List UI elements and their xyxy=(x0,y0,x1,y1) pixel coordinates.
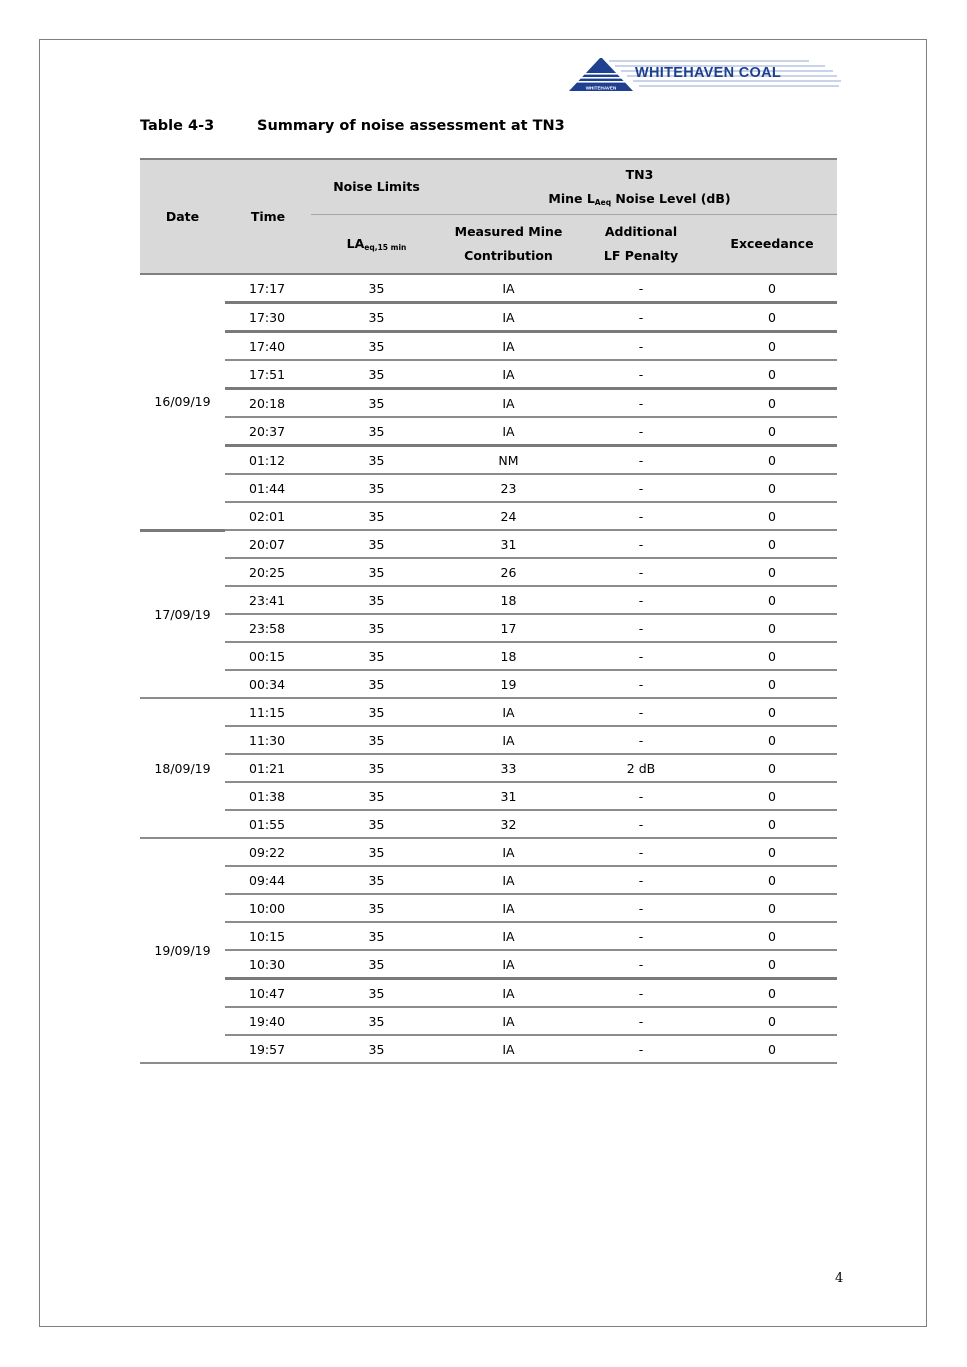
lf-penalty-cell: - xyxy=(575,389,707,418)
header-lf-penalty xyxy=(575,215,707,275)
limit-cell: 35 xyxy=(311,446,442,475)
lf-penalty-cell: - xyxy=(575,614,707,642)
measured-cell: IA xyxy=(442,332,575,361)
measured-cell: 31 xyxy=(442,530,575,558)
lf-penalty-cell: - xyxy=(575,332,707,361)
lf-penalty-cell: - xyxy=(575,303,707,332)
table-caption-title: Summary of noise assessment at TN3 xyxy=(257,118,565,134)
date-cell: 16/09/19 xyxy=(140,274,225,530)
table-row xyxy=(140,866,837,894)
lf-penalty-cell: - xyxy=(575,782,707,810)
time-cell: 02:01 xyxy=(225,502,311,530)
exceedance-cell: 0 xyxy=(707,474,837,502)
table-row xyxy=(140,417,837,446)
measured-cell: IA xyxy=(442,979,575,1008)
table-row xyxy=(140,1007,837,1035)
header-laeq-sub: eq,15 min xyxy=(364,243,407,252)
limit-cell: 35 xyxy=(311,474,442,502)
lf-penalty-cell: - xyxy=(575,446,707,475)
table-caption-label: Table 4-3 xyxy=(140,118,215,134)
table-row xyxy=(140,303,837,332)
lf-penalty-cell: - xyxy=(575,950,707,979)
limit-cell: 35 xyxy=(311,642,442,670)
lf-penalty-cell: - xyxy=(575,417,707,446)
lf-penalty-cell: - xyxy=(575,838,707,866)
table-row xyxy=(140,754,837,782)
table-row xyxy=(140,389,837,418)
lf-penalty-cell: - xyxy=(575,726,707,754)
lf-penalty-cell: - xyxy=(575,894,707,922)
exceedance-cell: 0 xyxy=(707,950,837,979)
measured-cell: IA xyxy=(442,1007,575,1035)
measured-cell: 18 xyxy=(442,586,575,614)
lf-penalty-cell: - xyxy=(575,502,707,530)
limit-cell: 35 xyxy=(311,838,442,866)
header-laeq-prefix: LA xyxy=(346,236,365,251)
time-cell: 10:47 xyxy=(225,979,311,1008)
exceedance-cell: 0 xyxy=(707,502,837,530)
date-cell: 19/09/19 xyxy=(140,838,225,1063)
time-cell: 09:22 xyxy=(225,838,311,866)
measured-cell: 33 xyxy=(442,754,575,782)
header-mine-level xyxy=(442,187,837,211)
table-row xyxy=(140,698,837,726)
measured-cell: NM xyxy=(442,446,575,475)
exceedance-cell: 0 xyxy=(707,586,837,614)
measured-cell: IA xyxy=(442,360,575,389)
header-noise-limits: Noise Limits xyxy=(311,159,442,215)
limit-cell: 35 xyxy=(311,782,442,810)
lf-penalty-cell: - xyxy=(575,530,707,558)
limit-cell: 35 xyxy=(311,754,442,782)
time-cell: 20:37 xyxy=(225,417,311,446)
exceedance-cell: 0 xyxy=(707,782,837,810)
lf-penalty-cell: - xyxy=(575,979,707,1008)
table-row xyxy=(140,502,837,530)
table-row xyxy=(140,530,837,558)
header-lf-line2: LF Penalty xyxy=(603,248,679,263)
limit-cell: 35 xyxy=(311,698,442,726)
exceedance-cell: 0 xyxy=(707,838,837,866)
limit-cell: 35 xyxy=(311,303,442,332)
lf-penalty-cell: - xyxy=(575,670,707,698)
lf-penalty-cell: - xyxy=(575,866,707,894)
measured-cell: IA xyxy=(442,922,575,950)
exceedance-cell: 0 xyxy=(707,1035,837,1063)
table-row xyxy=(140,360,837,389)
exceedance-cell: 0 xyxy=(707,726,837,754)
measured-cell: IA xyxy=(442,303,575,332)
time-cell: 10:30 xyxy=(225,950,311,979)
logo-company-name: WHITEHAVEN COAL xyxy=(635,65,782,81)
time-cell: 11:15 xyxy=(225,698,311,726)
time-cell: 17:17 xyxy=(225,274,311,303)
measured-cell: IA xyxy=(442,698,575,726)
exceedance-cell: 0 xyxy=(707,642,837,670)
table-row xyxy=(140,782,837,810)
table-row xyxy=(140,950,837,979)
limit-cell: 35 xyxy=(311,332,442,361)
lf-penalty-cell: - xyxy=(575,642,707,670)
time-cell: 01:55 xyxy=(225,810,311,838)
header-mine-level-suffix: Noise Level (dB) xyxy=(611,191,731,206)
measured-cell: IA xyxy=(442,274,575,303)
measured-cell: 31 xyxy=(442,782,575,810)
lf-penalty-cell: - xyxy=(575,474,707,502)
lf-penalty-cell: - xyxy=(575,922,707,950)
limit-cell: 35 xyxy=(311,670,442,698)
exceedance-cell: 0 xyxy=(707,558,837,586)
limit-cell: 35 xyxy=(311,1007,442,1035)
measured-cell: IA xyxy=(442,950,575,979)
time-cell: 17:51 xyxy=(225,360,311,389)
measured-cell: IA xyxy=(442,1035,575,1063)
header-mine-level-sub: Aeq xyxy=(594,198,612,207)
table-row xyxy=(140,642,837,670)
measured-cell: IA xyxy=(442,866,575,894)
table-row xyxy=(140,979,837,1008)
measured-cell: 19 xyxy=(442,670,575,698)
time-cell: 19:40 xyxy=(225,1007,311,1035)
noise-assessment-table xyxy=(140,158,837,1064)
header-mine-level-prefix: Mine L xyxy=(548,191,595,206)
measured-cell: 18 xyxy=(442,642,575,670)
measured-cell: 24 xyxy=(442,502,575,530)
table-row xyxy=(140,922,837,950)
lf-penalty-cell: - xyxy=(575,558,707,586)
time-cell: 23:58 xyxy=(225,614,311,642)
time-cell: 20:25 xyxy=(225,558,311,586)
exceedance-cell: 0 xyxy=(707,530,837,558)
time-cell: 10:00 xyxy=(225,894,311,922)
limit-cell: 35 xyxy=(311,586,442,614)
table-caption xyxy=(140,118,565,134)
time-cell: 00:15 xyxy=(225,642,311,670)
measured-cell: 17 xyxy=(442,614,575,642)
time-cell: 23:41 xyxy=(225,586,311,614)
time-cell: 10:15 xyxy=(225,922,311,950)
exceedance-cell: 0 xyxy=(707,360,837,389)
page-number: 4 xyxy=(835,1271,844,1286)
exceedance-cell: 0 xyxy=(707,698,837,726)
exceedance-cell: 0 xyxy=(707,866,837,894)
lf-penalty-cell: - xyxy=(575,698,707,726)
time-cell: 01:21 xyxy=(225,754,311,782)
lf-penalty-cell: - xyxy=(575,1007,707,1035)
time-cell: 09:44 xyxy=(225,866,311,894)
header-laeq xyxy=(311,215,442,275)
measured-cell: IA xyxy=(442,389,575,418)
exceedance-cell: 0 xyxy=(707,1007,837,1035)
table-row xyxy=(140,810,837,838)
header-measured-line1: Measured Mine xyxy=(454,224,563,239)
limit-cell: 35 xyxy=(311,894,442,922)
exceedance-cell: 0 xyxy=(707,446,837,475)
measured-cell: 26 xyxy=(442,558,575,586)
measured-cell: IA xyxy=(442,726,575,754)
header-measured-line2: Contribution xyxy=(464,248,553,263)
logo-emblem-text: WHITEHAVEN xyxy=(585,85,617,91)
exceedance-cell: 0 xyxy=(707,754,837,782)
table-row xyxy=(140,894,837,922)
limit-cell: 35 xyxy=(311,614,442,642)
exceedance-cell: 0 xyxy=(707,894,837,922)
limit-cell: 35 xyxy=(311,866,442,894)
limit-cell: 35 xyxy=(311,558,442,586)
exceedance-cell: 0 xyxy=(707,389,837,418)
exceedance-cell: 0 xyxy=(707,303,837,332)
limit-cell: 35 xyxy=(311,922,442,950)
limit-cell: 35 xyxy=(311,389,442,418)
time-cell: 00:34 xyxy=(225,670,311,698)
header-tn3-group xyxy=(442,159,837,215)
exceedance-cell: 0 xyxy=(707,979,837,1008)
limit-cell: 35 xyxy=(311,417,442,446)
header-date: Date xyxy=(140,159,225,274)
measured-cell: IA xyxy=(442,838,575,866)
time-cell: 17:40 xyxy=(225,332,311,361)
table-header xyxy=(140,159,837,274)
exceedance-cell: 0 xyxy=(707,810,837,838)
limit-cell: 35 xyxy=(311,979,442,1008)
time-cell: 20:07 xyxy=(225,530,311,558)
exceedance-cell: 0 xyxy=(707,670,837,698)
measured-cell: IA xyxy=(442,894,575,922)
measured-cell: 32 xyxy=(442,810,575,838)
lf-penalty-cell: - xyxy=(575,810,707,838)
time-cell: 20:18 xyxy=(225,389,311,418)
exceedance-cell: 0 xyxy=(707,332,837,361)
limit-cell: 35 xyxy=(311,726,442,754)
exceedance-cell: 0 xyxy=(707,614,837,642)
lf-penalty-cell: 2 dB xyxy=(575,754,707,782)
header-tn3: TN3 xyxy=(625,167,654,182)
table-row xyxy=(140,586,837,614)
table-row xyxy=(140,558,837,586)
measured-cell: 23 xyxy=(442,474,575,502)
time-cell: 01:38 xyxy=(225,782,311,810)
table-row xyxy=(140,614,837,642)
lf-penalty-cell: - xyxy=(575,586,707,614)
date-cell: 17/09/19 xyxy=(140,530,225,698)
lf-penalty-cell: - xyxy=(575,274,707,303)
header-measured xyxy=(442,215,575,275)
measured-cell: IA xyxy=(442,417,575,446)
exceedance-cell: 0 xyxy=(707,274,837,303)
limit-cell: 35 xyxy=(311,1035,442,1063)
lf-penalty-cell: - xyxy=(575,360,707,389)
limit-cell: 35 xyxy=(311,810,442,838)
table-row xyxy=(140,332,837,361)
table-row xyxy=(140,726,837,754)
table-body xyxy=(140,274,837,1063)
time-cell: 01:12 xyxy=(225,446,311,475)
table-row xyxy=(140,670,837,698)
header-exceedance: Exceedance xyxy=(707,215,837,275)
header-lf-line1: Additional xyxy=(604,224,678,239)
table-row xyxy=(140,474,837,502)
exceedance-cell: 0 xyxy=(707,417,837,446)
limit-cell: 35 xyxy=(311,502,442,530)
time-cell: 11:30 xyxy=(225,726,311,754)
limit-cell: 35 xyxy=(311,274,442,303)
limit-cell: 35 xyxy=(311,530,442,558)
limit-cell: 35 xyxy=(311,360,442,389)
exceedance-cell: 0 xyxy=(707,922,837,950)
company-logo xyxy=(569,56,841,92)
date-cell: 18/09/19 xyxy=(140,698,225,838)
time-cell: 19:57 xyxy=(225,1035,311,1063)
table-row xyxy=(140,1035,837,1063)
header-time: Time xyxy=(225,159,311,274)
lf-penalty-cell: - xyxy=(575,1035,707,1063)
table-row xyxy=(140,274,837,303)
time-cell: 17:30 xyxy=(225,303,311,332)
table-row xyxy=(140,838,837,866)
time-cell: 01:44 xyxy=(225,474,311,502)
limit-cell: 35 xyxy=(311,950,442,979)
table-row xyxy=(140,446,837,475)
